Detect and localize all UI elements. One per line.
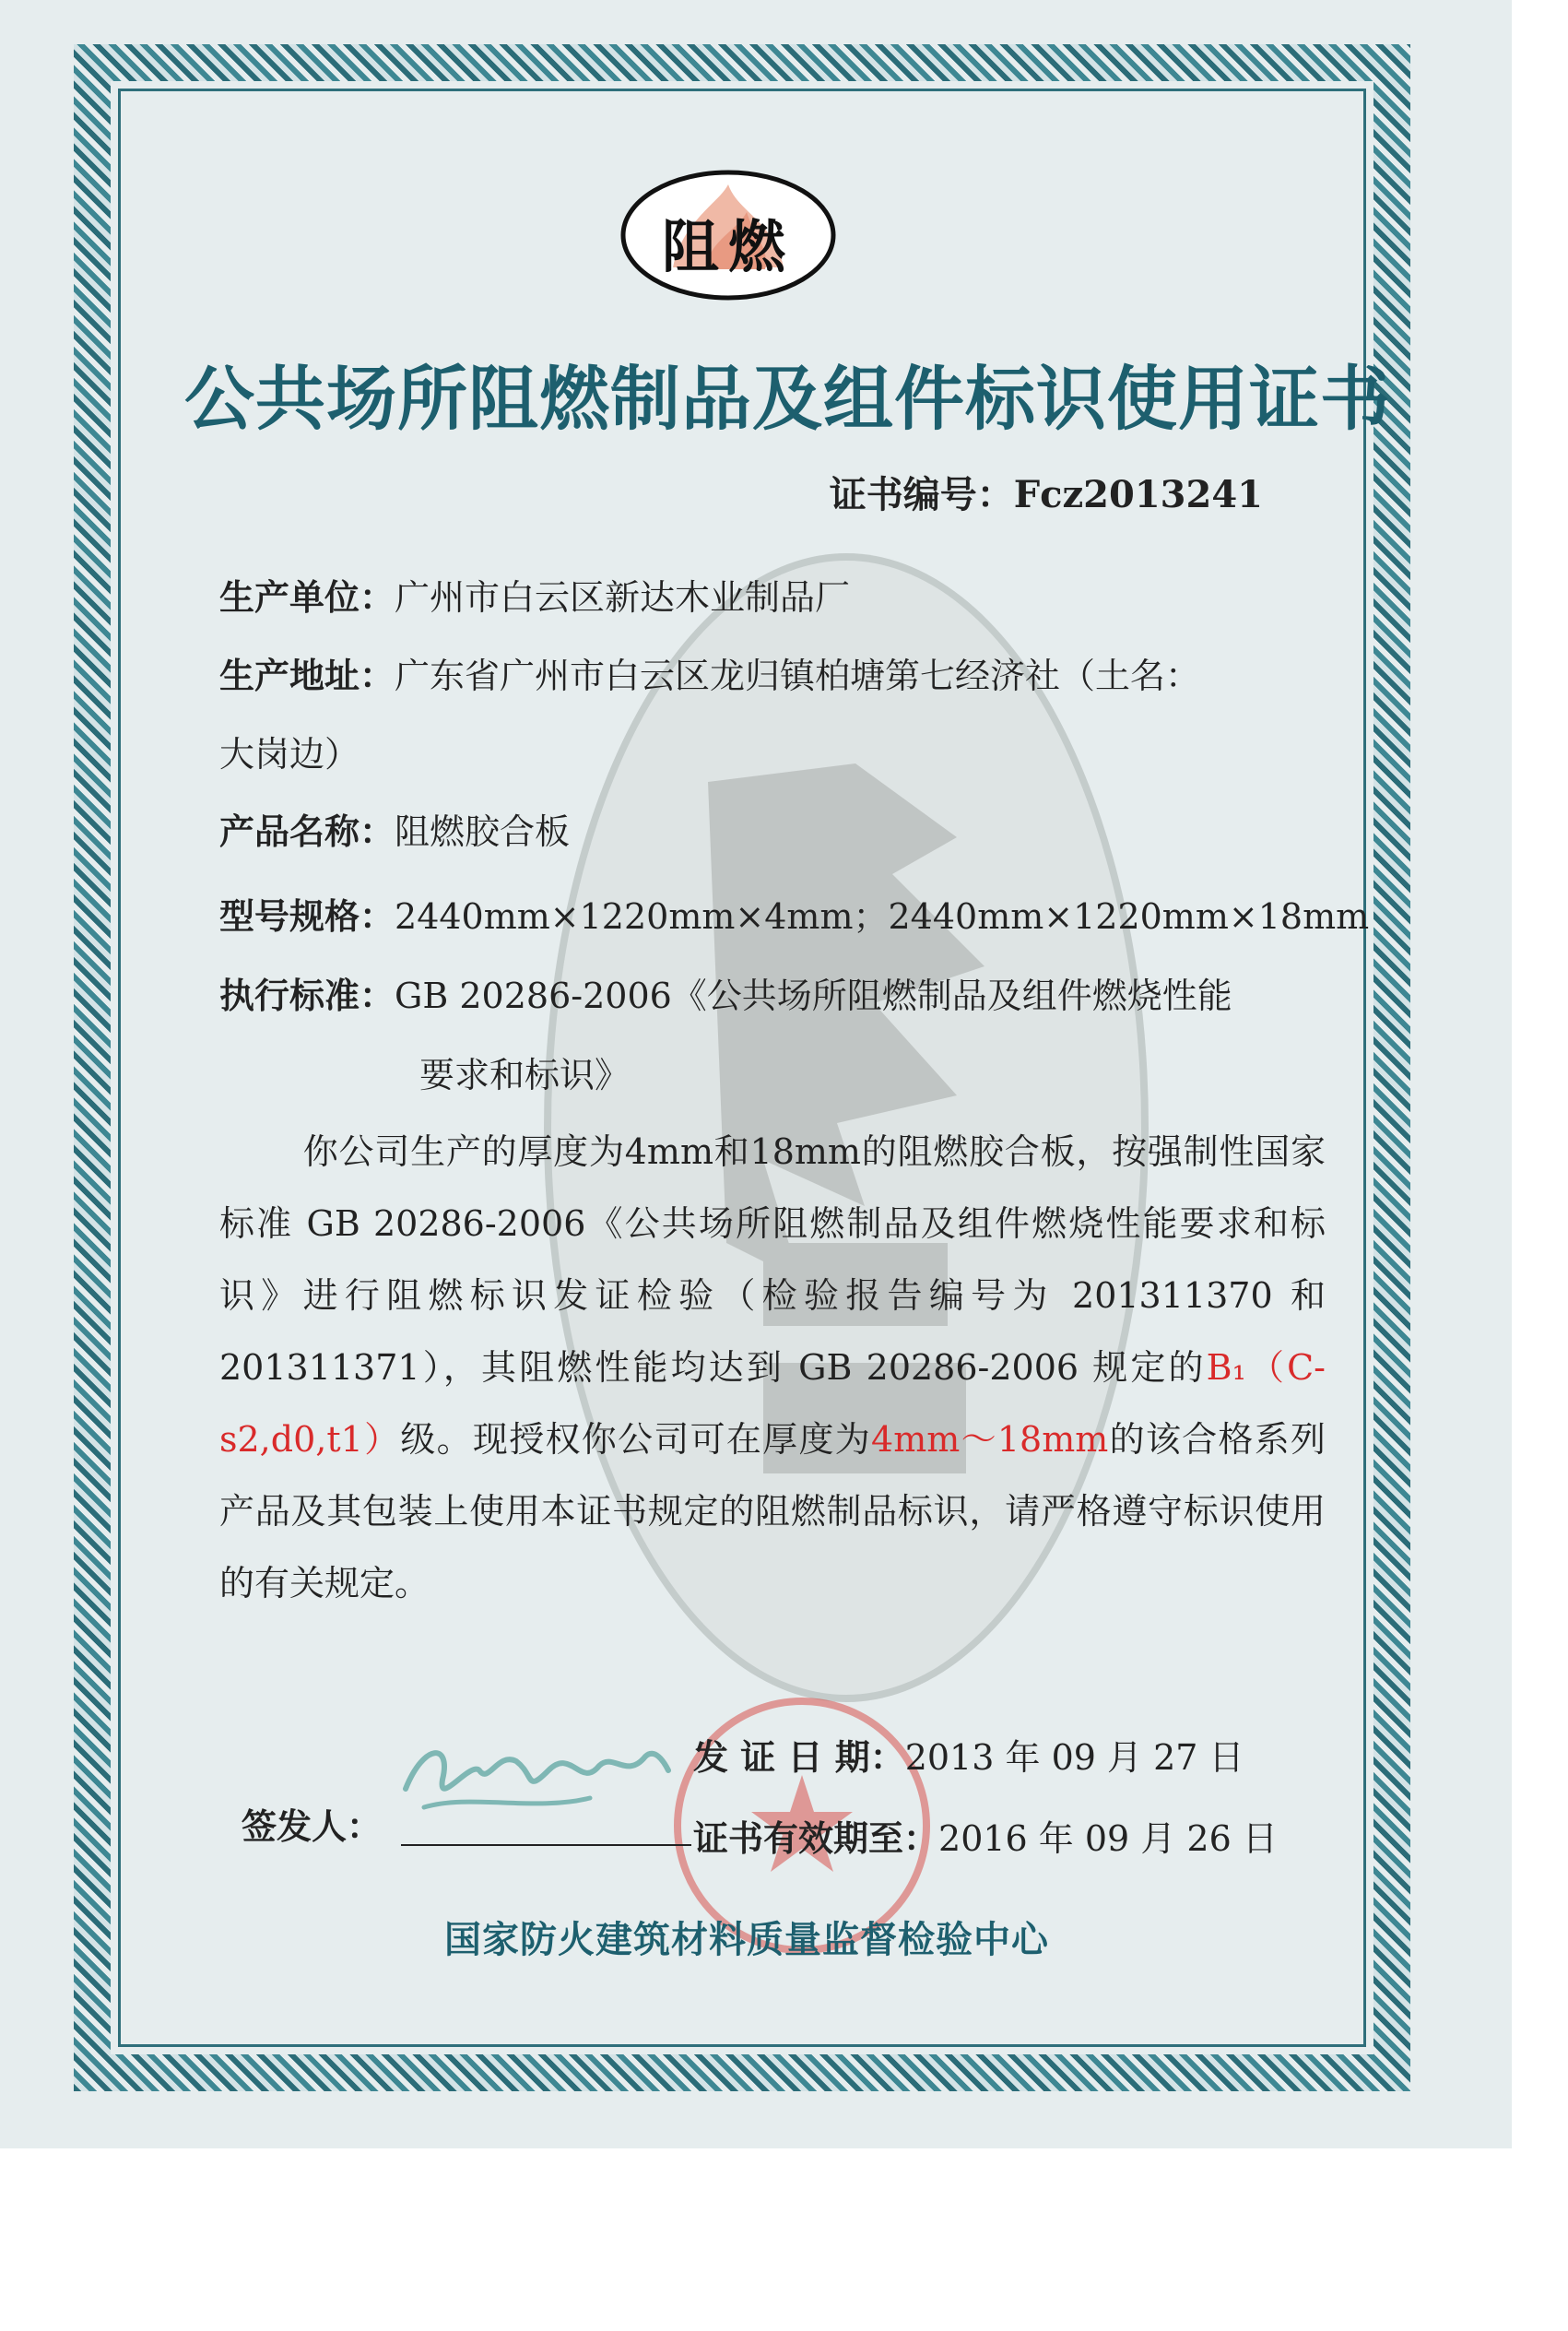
address-value-cont: 大岗边） — [219, 734, 360, 775]
standard-value-cont: 要求和标识》 — [419, 1055, 631, 1095]
model-value: 2440mm×1220mm×4mm；2440mm×1220mm×18mm — [395, 896, 1370, 937]
certificate-dates — [693, 1717, 1278, 1879]
product-label: 产品名称： — [219, 811, 395, 852]
valid-until-row — [693, 1798, 1278, 1879]
field-standard-cont — [419, 1049, 630, 1101]
certificate-body — [219, 1116, 1326, 1619]
logo-text: 阻燃 — [661, 213, 795, 280]
signer-label: 签发人： — [242, 1806, 383, 1847]
signer-line — [401, 1844, 691, 1846]
certificate-number: 证书编号：Fcz2013241 — [829, 473, 1263, 516]
valid-until-label: 证书有效期至： — [693, 1818, 939, 1859]
standard-label: 执行标准： — [219, 976, 395, 1016]
field-address-cont — [219, 728, 360, 780]
producer-value: 广州市白云区新达木业制品厂 — [395, 577, 851, 618]
product-value: 阻燃胶合板 — [395, 811, 571, 852]
handwritten-signature-icon — [387, 1706, 682, 1835]
field-standard — [219, 970, 1232, 1022]
issue-date-value: 2013 年 09 月 27 日 — [904, 1737, 1244, 1778]
issue-date-label: 发 证 日 期： — [693, 1737, 905, 1778]
standard-value: GB 20286-2006《公共场所阻燃制品及组件燃烧性能 — [395, 976, 1232, 1016]
certificate-title: 公共场所阻燃制品及组件标识使用证书 — [184, 358, 1391, 440]
address-label: 生产地址： — [219, 656, 395, 696]
field-address — [219, 650, 1200, 702]
valid-until-value: 2016 年 09 月 26 日 — [938, 1818, 1278, 1859]
body-part2: 级。现授权你公司可在厚度为 — [400, 1419, 872, 1460]
address-value: 广东省广州市白云区龙归镇柏塘第七经济社（土名： — [395, 656, 1201, 696]
field-producer — [219, 572, 850, 623]
field-product — [219, 806, 570, 858]
body-part3: 的该合格系列产品及其包装上使用本证书规定的阻燃制品标识，请严格遵守标识使用的有关规定。 — [219, 1419, 1326, 1603]
issuing-authority: 国家防火建筑材料质量监督检验中心 — [444, 1919, 1049, 1961]
flame-retardant-logo — [618, 166, 839, 304]
model-label: 型号规格： — [219, 896, 395, 937]
producer-label: 生产单位： — [219, 577, 395, 618]
issue-date-row — [693, 1717, 1278, 1798]
field-model — [219, 891, 1369, 942]
body-grade: B₁（C-s2,d0,t1） — [219, 1347, 1326, 1460]
body-part1: 你公司生产的厚度为4mm和18mm的阻燃胶合板，按强制性国家标准 GB 20286-2006《公共场所阻燃制品及组件燃烧性能要求和标识》进行阻燃标识发证检验（检验报告编号为 201311370 和 201311371），其阻燃性能均达到 GB 20286-2006 规定的 — [219, 1131, 1326, 1388]
body-range: 4mm～18mm — [871, 1419, 1109, 1460]
